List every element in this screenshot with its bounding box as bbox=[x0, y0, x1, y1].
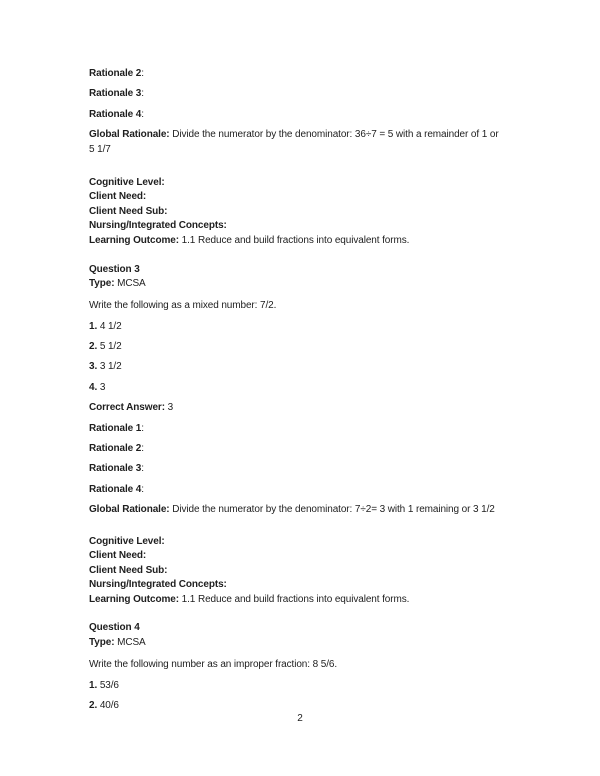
section-question2-tail bbox=[89, 66, 513, 249]
option-text: 40/6 bbox=[97, 699, 119, 711]
line-label: Rationale 4 bbox=[89, 108, 142, 120]
question-title bbox=[89, 621, 513, 636]
page-number: 2 bbox=[297, 713, 303, 724]
line-text: : bbox=[141, 68, 144, 79]
line-label: Cognitive Level: bbox=[89, 535, 165, 547]
global-rationale bbox=[89, 502, 513, 517]
rationale-line bbox=[89, 421, 513, 436]
line-label: Rationale 2 bbox=[89, 68, 142, 79]
answer-option bbox=[89, 319, 513, 334]
line-label: Question 3 bbox=[89, 263, 140, 275]
option-number: 4. bbox=[89, 381, 98, 393]
line-text: : bbox=[141, 483, 144, 495]
meta-line bbox=[89, 205, 513, 220]
global-rationale-line1 bbox=[89, 127, 513, 142]
option-text: 5 1/2 bbox=[97, 341, 122, 352]
option-text: 3 bbox=[97, 381, 106, 393]
option-number: 3. bbox=[89, 361, 98, 373]
spacer bbox=[89, 163, 513, 176]
spacer bbox=[89, 523, 513, 535]
line-label: Client Need Sub: bbox=[89, 564, 168, 576]
meta-line bbox=[89, 234, 513, 249]
question-header bbox=[89, 263, 513, 292]
line-label: Rationale 3 bbox=[89, 463, 142, 475]
line-label: Learning Outcome: bbox=[89, 593, 179, 605]
section-question4 bbox=[89, 607, 513, 712]
line-text: Divide the numerator by the denominator: 7÷2= 3 with 1 remaining or 3 1/2 bbox=[169, 504, 495, 516]
answer-option bbox=[89, 678, 513, 693]
rationale-line bbox=[89, 66, 513, 81]
line-text: Write the following as a mixed number: 7/2. bbox=[89, 300, 277, 312]
question-type bbox=[89, 636, 513, 651]
line-text: 3 bbox=[164, 402, 174, 414]
question-type bbox=[89, 277, 513, 292]
line-label: Client Need: bbox=[89, 191, 147, 203]
meta-line bbox=[89, 564, 513, 579]
rationale-line bbox=[89, 441, 513, 456]
option-number: 1. bbox=[89, 679, 98, 691]
answer-option bbox=[89, 380, 513, 395]
line-text: MCSA bbox=[114, 278, 146, 290]
rationale-line bbox=[89, 86, 513, 101]
rationale-line bbox=[89, 482, 513, 497]
line-label: Nursing/Integrated Concepts: bbox=[89, 579, 227, 591]
option-number: 2. bbox=[89, 341, 98, 352]
question-title bbox=[89, 263, 513, 278]
question-stem bbox=[89, 298, 513, 313]
metadata-block bbox=[89, 176, 513, 249]
spacer bbox=[89, 607, 513, 621]
option-text: 3 1/2 bbox=[97, 361, 122, 373]
correct-answer bbox=[89, 400, 513, 415]
line-label: Global Rationale: bbox=[89, 504, 170, 516]
question-header bbox=[89, 621, 513, 650]
answer-option bbox=[89, 359, 513, 374]
line-label: Question 4 bbox=[89, 622, 140, 634]
line-label: Correct Answer: bbox=[89, 402, 165, 414]
line-label: Rationale 2 bbox=[89, 442, 142, 454]
option-number: 1. bbox=[89, 320, 98, 332]
spacer bbox=[89, 249, 513, 263]
line-text: : bbox=[141, 88, 144, 100]
line-text: 5 1/7 bbox=[89, 144, 111, 156]
option-text: 4 1/2 bbox=[97, 320, 122, 332]
line-text: : bbox=[141, 463, 144, 475]
line-text: Write the following number as an improper fraction: 8 5/6. bbox=[89, 659, 338, 671]
option-text: 53/6 bbox=[97, 679, 119, 691]
meta-line bbox=[89, 578, 513, 593]
line-label: Client Need Sub: bbox=[89, 205, 168, 217]
global-rationale-line2 bbox=[89, 142, 513, 157]
line-label: Client Need: bbox=[89, 550, 147, 562]
line-label: Rationale 4 bbox=[89, 483, 142, 495]
line-label: Cognitive Level: bbox=[89, 176, 165, 188]
line-text: : bbox=[141, 422, 144, 434]
line-label: Global Rationale: bbox=[89, 129, 170, 141]
meta-line bbox=[89, 593, 513, 608]
option-number: 2. bbox=[89, 699, 98, 711]
line-text: MCSA bbox=[114, 637, 146, 649]
answer-option bbox=[89, 339, 513, 354]
line-label: Type: bbox=[89, 278, 115, 290]
metadata-block bbox=[89, 535, 513, 608]
line-text: Divide the numerator by the denominator: 36÷7 = 5 with a remainder of 1 or bbox=[169, 129, 499, 141]
meta-line bbox=[89, 176, 513, 191]
line-text: : bbox=[141, 108, 144, 120]
line-label: Rationale 3 bbox=[89, 88, 142, 100]
meta-line bbox=[89, 549, 513, 564]
line-text: 1.1 Reduce and build fractions into equivalent forms. bbox=[178, 593, 410, 605]
meta-line bbox=[89, 190, 513, 205]
line-label: Rationale 1 bbox=[89, 422, 142, 434]
line-text: : bbox=[141, 442, 144, 454]
line-label: Type: bbox=[89, 637, 115, 649]
rationale-line bbox=[89, 461, 513, 476]
meta-line bbox=[89, 535, 513, 550]
page-content bbox=[89, 66, 513, 718]
section-question3 bbox=[89, 249, 513, 608]
line-text: 1.1 Reduce and build fractions into equivalent forms. bbox=[178, 234, 410, 246]
line-label: Nursing/Integrated Concepts: bbox=[89, 220, 227, 232]
meta-line bbox=[89, 219, 513, 234]
question-stem bbox=[89, 657, 513, 672]
rationale-line bbox=[89, 107, 513, 122]
line-label: Learning Outcome: bbox=[89, 234, 179, 246]
